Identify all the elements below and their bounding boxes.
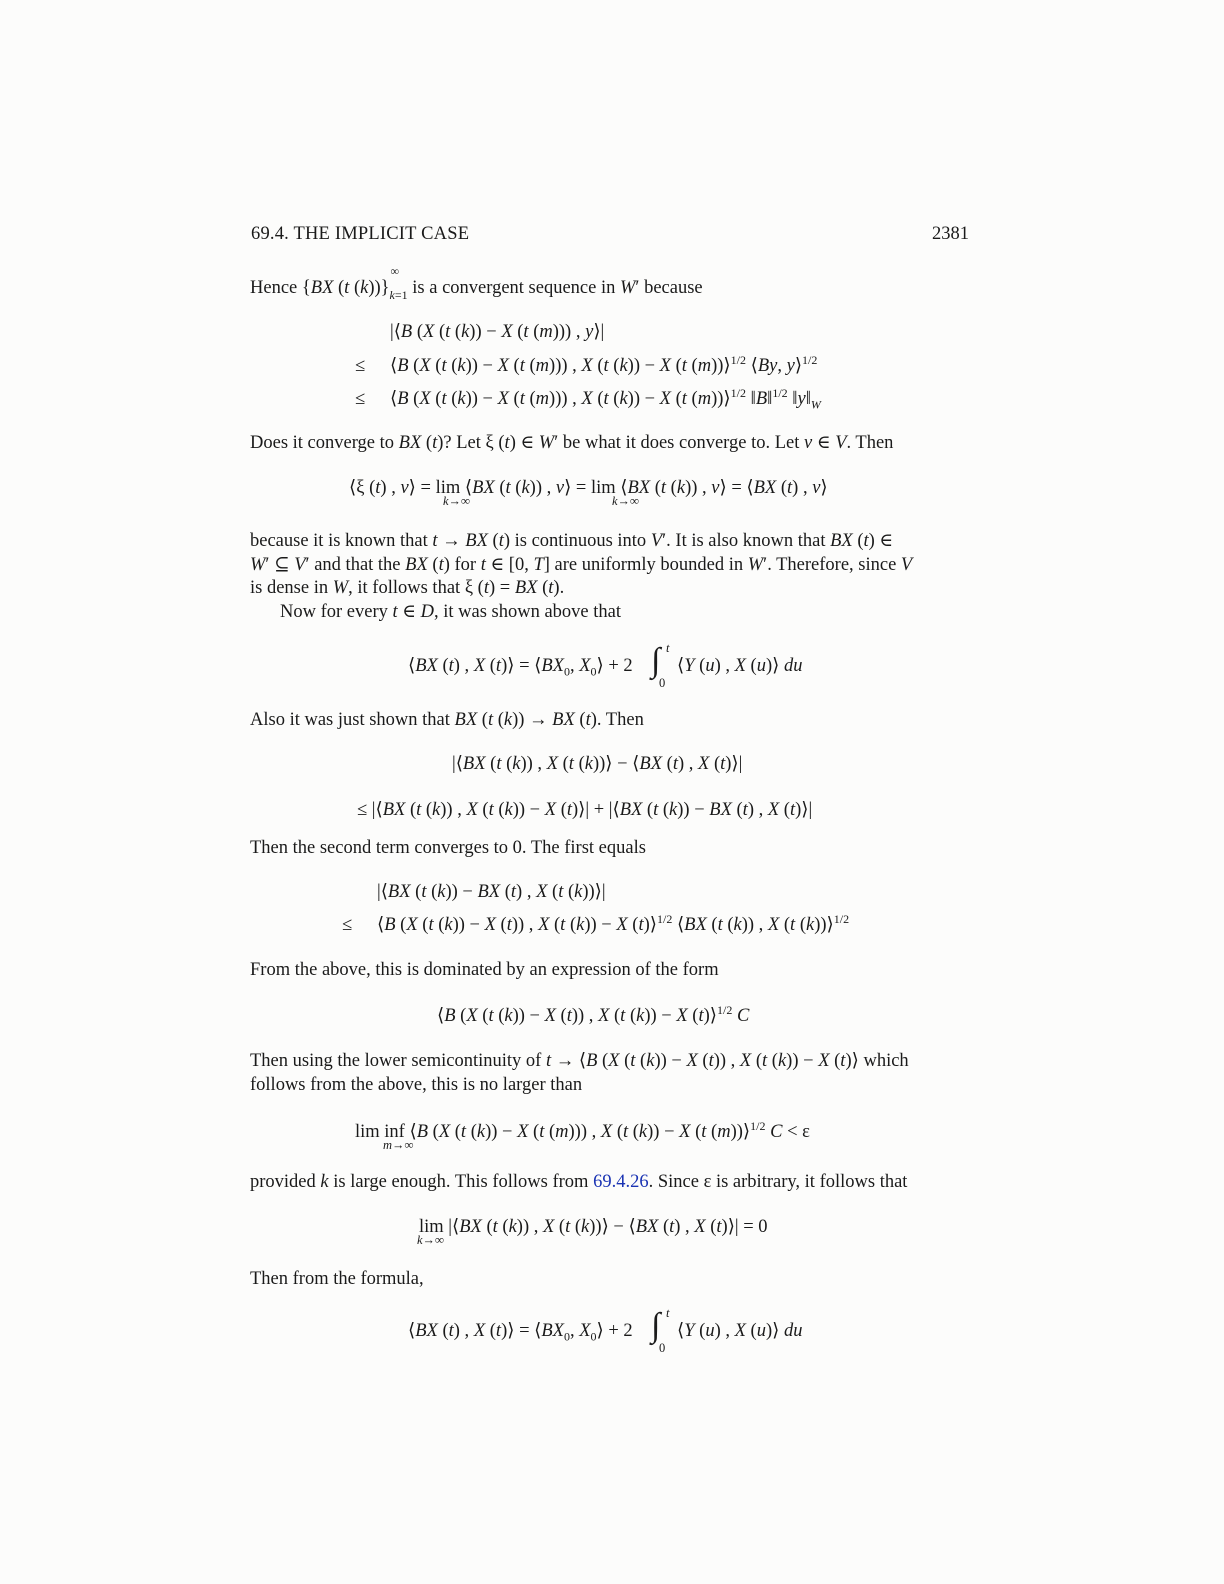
integral-lower-limit: 0	[659, 1341, 666, 1355]
paragraph-line: follows from the above, this is no larger than	[250, 1075, 583, 1095]
limit-subscript: k→∞	[612, 494, 639, 508]
limit-subscript: k→∞	[443, 494, 470, 508]
equation-line: |⟨BX (t (k)) − BX (t) , X (t (k))⟩|	[377, 882, 606, 902]
equation-reference-link[interactable]: 69.4.26	[593, 1172, 649, 1192]
equation-line: ≤ |⟨BX (t (k)) , X (t (k)) − X (t)⟩| + |⟨BX (t (k)) − BX (t) , X (t)⟩|	[357, 800, 813, 820]
equation-line: ⟨B (X (t (k)) − X (t)) , X (t (k)) − X (t)⟩$^{1/2}$ ⟨BX (t (k)) , X (t (k))⟩$^{1/2}$	[377, 911, 850, 935]
equation-line: ⟨BX (t) , X (t)⟩ = $⟨BX_0$, $X_0⟩ + 2$	[408, 656, 633, 679]
integral-upper-limit: t	[666, 641, 670, 655]
paragraph-line: From the above, this is dominated by an expression of the form	[250, 960, 719, 980]
equation-line: ⟨BX (t) , X (t)⟩ = $⟨BX_0$, $X_0⟩ + 2$	[408, 1321, 633, 1344]
leq-symbol: ≤	[355, 389, 366, 409]
equation-line: ⟨B (X (t (k)) − X (t)) , X (t (k)) − X (t)⟩$^{1/2}$ C	[437, 1002, 750, 1026]
equation-line: lim inf ⟨B (X (t (k)) − X (t (m))) , X (t (k)) − X (t (m))⟩$^{1/2}$ C < ε	[355, 1118, 810, 1142]
equation-line: ⟨Y (u) , X (u)⟩ du	[677, 656, 803, 676]
paragraph-line: Then the second term converges to 0. The first equals	[250, 838, 646, 858]
leq-symbol: ≤	[355, 356, 366, 376]
integral-sign: ∫	[651, 1307, 661, 1344]
equation-line: |⟨B (X (t (k)) − X (t (m))) , y⟩|	[390, 322, 605, 342]
page-number: 2381	[932, 224, 969, 244]
paragraph-line: Also it was just shown that BX (t (k)) → BX (t). Then	[250, 710, 644, 730]
paragraph-line: Now for every t ∈ D, it was shown above that	[280, 602, 621, 622]
equation-line: |⟨BX (t (k)) , X (t (k))⟩ − ⟨BX (t) , X (t)⟩|	[452, 754, 743, 774]
paragraph-line: Then from the formula,	[250, 1269, 424, 1289]
paragraph-line: because it is known that t → BX (t) is continuous into V′. It is also known that BX (t) ∈	[250, 531, 894, 551]
equation-line: ⟨B (X (t (k)) − X (t (m))) , X (t (k)) − X (t (m))⟩$^{1/2}$ ⟨By, y⟩$^{1/2}$	[390, 352, 818, 376]
equation-line: ⟨ξ (t) , v⟩ = lim ⟨BX (t (k)) , v⟩ = lim ⟨BX (t (k)) , v⟩ = ⟨BX (t) , v⟩	[349, 478, 828, 498]
paragraph-line: Then using the lower semicontinuity of t → ⟨B (X (t (k)) − X (t)) , X (t (k)) − X (t)⟩ which	[250, 1051, 909, 1071]
equation-line: lim |⟨BX (t (k)) , X (t (k))⟩ − ⟨BX (t) , X (t)⟩| = 0	[419, 1217, 768, 1237]
paragraph-line: is dense in W, it follows that ξ (t) = BX (t).	[250, 578, 565, 598]
leq-symbol: ≤	[342, 915, 353, 935]
equation-line: ⟨Y (u) , X (u)⟩ du	[677, 1321, 803, 1341]
paragraph-line: Does it converge to BX (t)? Let ξ (t) ∈ W′ be what it does converge to. Let v ∈ V. Then	[250, 433, 894, 453]
running-header-section: 69.4. THE IMPLICIT CASE	[251, 224, 470, 244]
paragraph-line: W′ ⊆ V′ and that the BX (t) for t ∈ [0, T] are uniformly bounded in W′. Therefore, since V	[250, 555, 913, 575]
integral-lower-limit: 0	[659, 676, 666, 690]
limit-subscript: k→∞	[417, 1233, 444, 1247]
liminf-subscript: m→∞	[383, 1138, 414, 1152]
integral-upper-limit: t	[666, 1306, 670, 1320]
integral-sign: ∫	[651, 642, 661, 679]
paragraph-line: provided k is large enough. This follows from 69.4.26. Since ε is arbitrary, it follows that	[250, 1172, 908, 1192]
paragraph-line: Hence {BX (t (k))} ∞ $_{k=1}$ is a convergent sequence in W′ because	[250, 264, 703, 302]
equation-line: ⟨B (X (t (k)) − X (t (m))) , X (t (k)) − X (t (m))⟩$^{1/2}$ ‖B‖$^{1/2}$ $‖y‖_W$	[390, 385, 821, 412]
